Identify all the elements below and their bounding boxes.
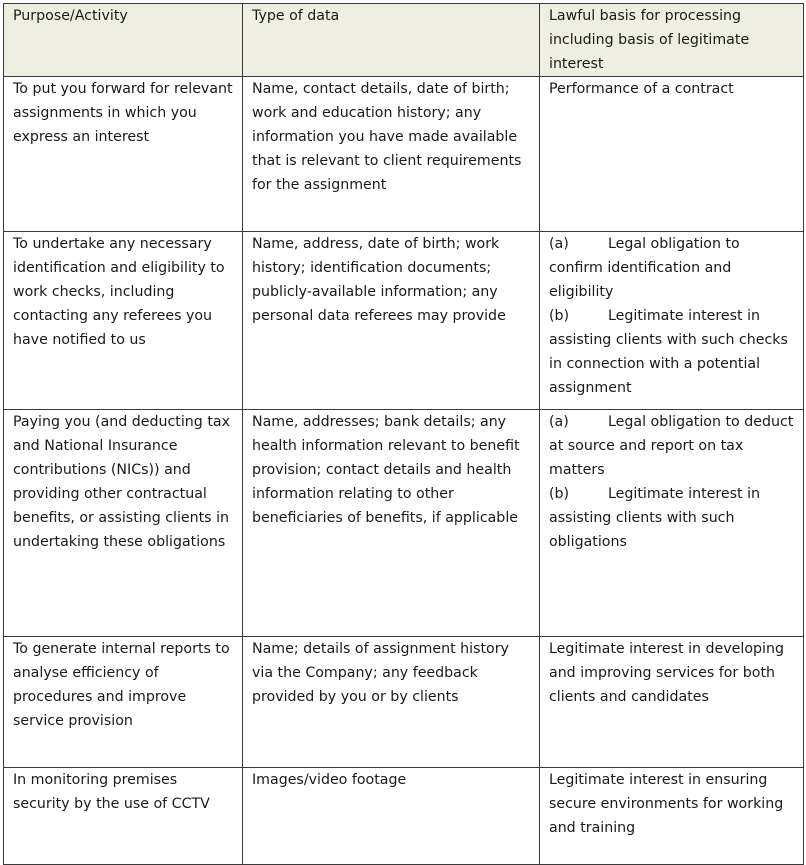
table-row: [4, 232, 804, 410]
purpose-cell: To generate internal reports to analyse efficiency of procedures and improve service provision: [4, 637, 243, 768]
basis-marker: (a): [549, 414, 569, 430]
lawful-basis-cell: [540, 232, 804, 410]
lawful-basis-cell: [540, 637, 804, 768]
table-row: [4, 77, 804, 232]
basis-text: Legitimate interest in developing and improving services for both clients and candidates: [549, 641, 784, 705]
lawful-basis-cell: [540, 77, 804, 232]
basis-text: Legitimate interest in assisting clients with such checks in connection with a potential assignment: [549, 308, 788, 396]
lawful-basis-cell: [540, 410, 804, 637]
basis-item: [549, 768, 795, 840]
purpose-cell: In monitoring premises security by the use of CCTV: [4, 768, 243, 865]
basis-item: [549, 304, 795, 400]
header-purpose: Purpose/Activity: [4, 4, 243, 77]
basis-item: [549, 482, 795, 554]
basis-item: [549, 410, 795, 482]
data-type-cell: Images/video footage: [243, 768, 540, 865]
data-type-cell: Name; details of assignment history via the Company; any feedback provided by you or by clients: [243, 637, 540, 768]
header-data-type: Type of data: [243, 4, 540, 77]
basis-marker: (b): [549, 308, 570, 324]
basis-text: Legal obligation to confirm identification and eligibility: [549, 236, 740, 300]
table-row: [4, 410, 804, 637]
header-lawful-basis: Lawful basis for processing including basis of legitimate interest: [540, 4, 804, 77]
purpose-cell: To undertake any necessary identification and eligibility to work checks, including contacting any referees you have notified to us: [4, 232, 243, 410]
basis-marker: (b): [549, 486, 570, 502]
table-row: [4, 637, 804, 768]
basis-item: [549, 637, 795, 709]
data-type-cell: Name, address, date of birth; work history; identification documents; publicly-available information; any personal data referees may provide: [243, 232, 540, 410]
basis-text: Legitimate interest in ensuring secure environments for working and training: [549, 772, 784, 836]
purpose-cell: Paying you (and deducting tax and National Insurance contributions (NICs)) and providing other contractual benefits, or assisting clients in undertaking these obligations: [4, 410, 243, 637]
basis-item: [549, 232, 795, 304]
basis-text: Legitimate interest in assisting clients with such obligations: [549, 486, 761, 550]
table-row: [4, 768, 804, 865]
data-type-cell: Name, contact details, date of birth; work and education history; any information you have made available that is relevant to client requirements for the assignment: [243, 77, 540, 232]
basis-text: Performance of a contract: [549, 81, 734, 97]
basis-marker: (a): [549, 236, 569, 252]
basis-text: Legal obligation to deduct at source and report on tax matters: [549, 414, 794, 478]
data-type-cell: Name, addresses; bank details; any health information relevant to benefit provision; contact details and health information relating to other beneficiaries of benefits, if applicable: [243, 410, 540, 637]
purpose-cell: To put you forward for relevant assignments in which you express an interest: [4, 77, 243, 232]
lawful-basis-table: [3, 3, 804, 865]
basis-item: [549, 77, 795, 101]
lawful-basis-cell: [540, 768, 804, 865]
header-row: [4, 4, 804, 77]
